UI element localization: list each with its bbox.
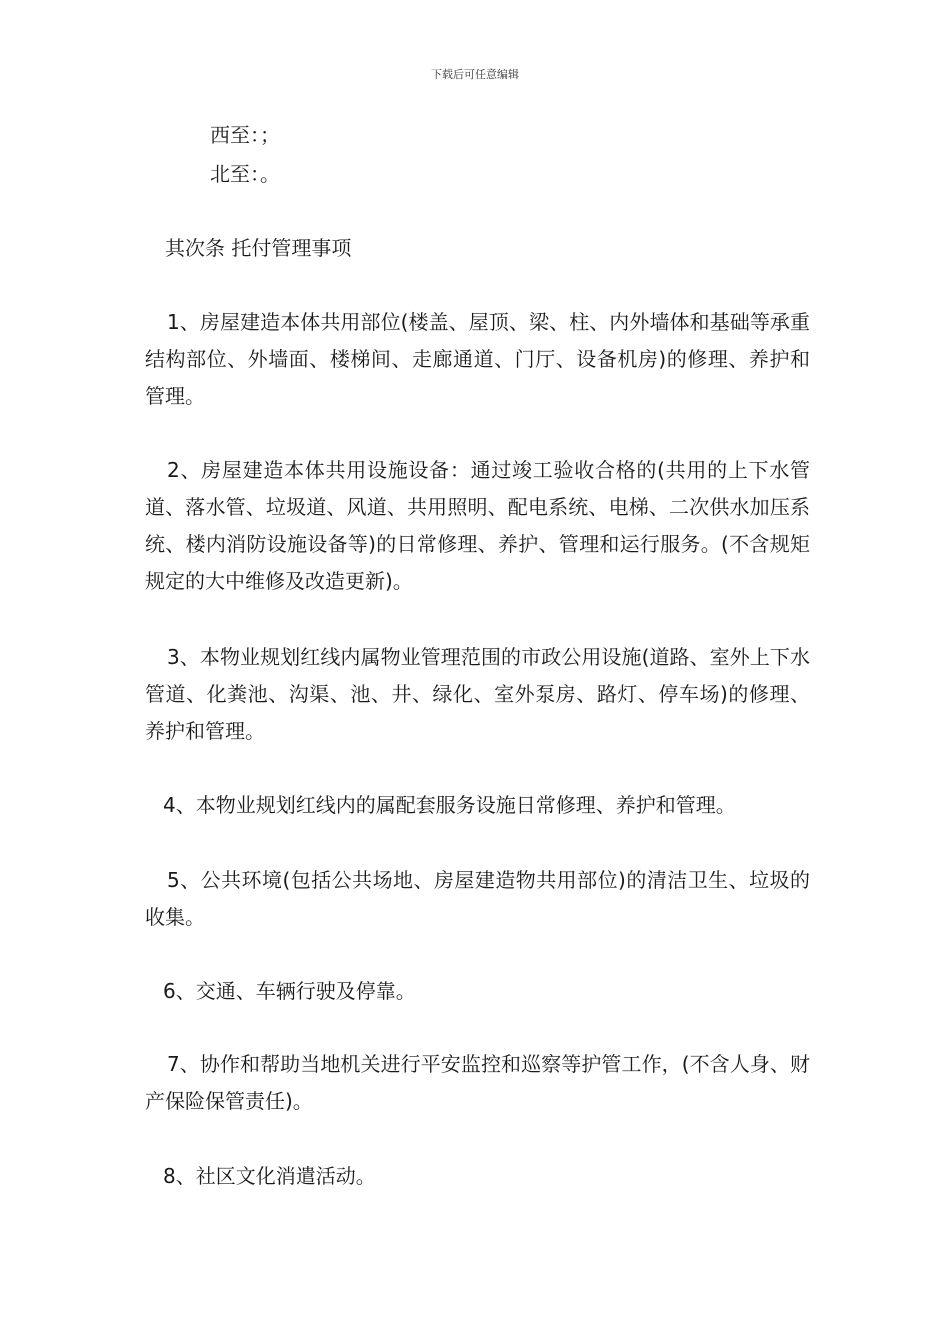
item-5: 5、公共环境(包括公共场地、房屋建造物共用部位)的清洁卫生、垃圾的收集。	[145, 868, 810, 929]
item-8: 8、社区文化消遣活动。	[163, 1164, 376, 1188]
item-6: 6、交通、车辆行驶及停靠。	[163, 979, 416, 1003]
boundary-west: 西至：；	[210, 123, 280, 147]
item-3: 3、本物业规划红线内属物业管理范围的市政公用设施(道路、室外上下水管道、化粪池、沟渠、池、井、绿化、室外泵房、路灯、停车场)的修理、养护和管理。	[145, 645, 810, 743]
item-1: 1、房屋建造本体共用部位(楼盖、屋顶、梁、柱、内外墙体和基础等承重结构部位、外墙面、楼梯间、走廊通道、门厅、设备机房)的修理、养护和管理。	[145, 310, 810, 408]
page-header: 下载后可任意编辑	[431, 68, 519, 81]
item-7: 7、协作和帮助当地机关进行平安监控和巡察等护管工作，(不含人身、财产保险保管责任)。	[145, 1052, 810, 1113]
section-title: 其次条 托付管理事项	[165, 236, 352, 260]
item-4: 4、本物业规划红线内的属配套服务设施日常修理、养护和管理。	[163, 793, 736, 817]
boundary-north: 北至：。	[210, 162, 280, 186]
item-2: 2、房屋建造本体共用设施设备：通过竣工验收合格的(共用的上下水管道、落水管、垃圾道、风道、共用照明、配电系统、电梯、二次供水加压系统、楼内消防设施设备等)的日常修理、养护、管理和运行服务。(不含规矩规定的大中维修及改造更新)。	[145, 458, 810, 593]
